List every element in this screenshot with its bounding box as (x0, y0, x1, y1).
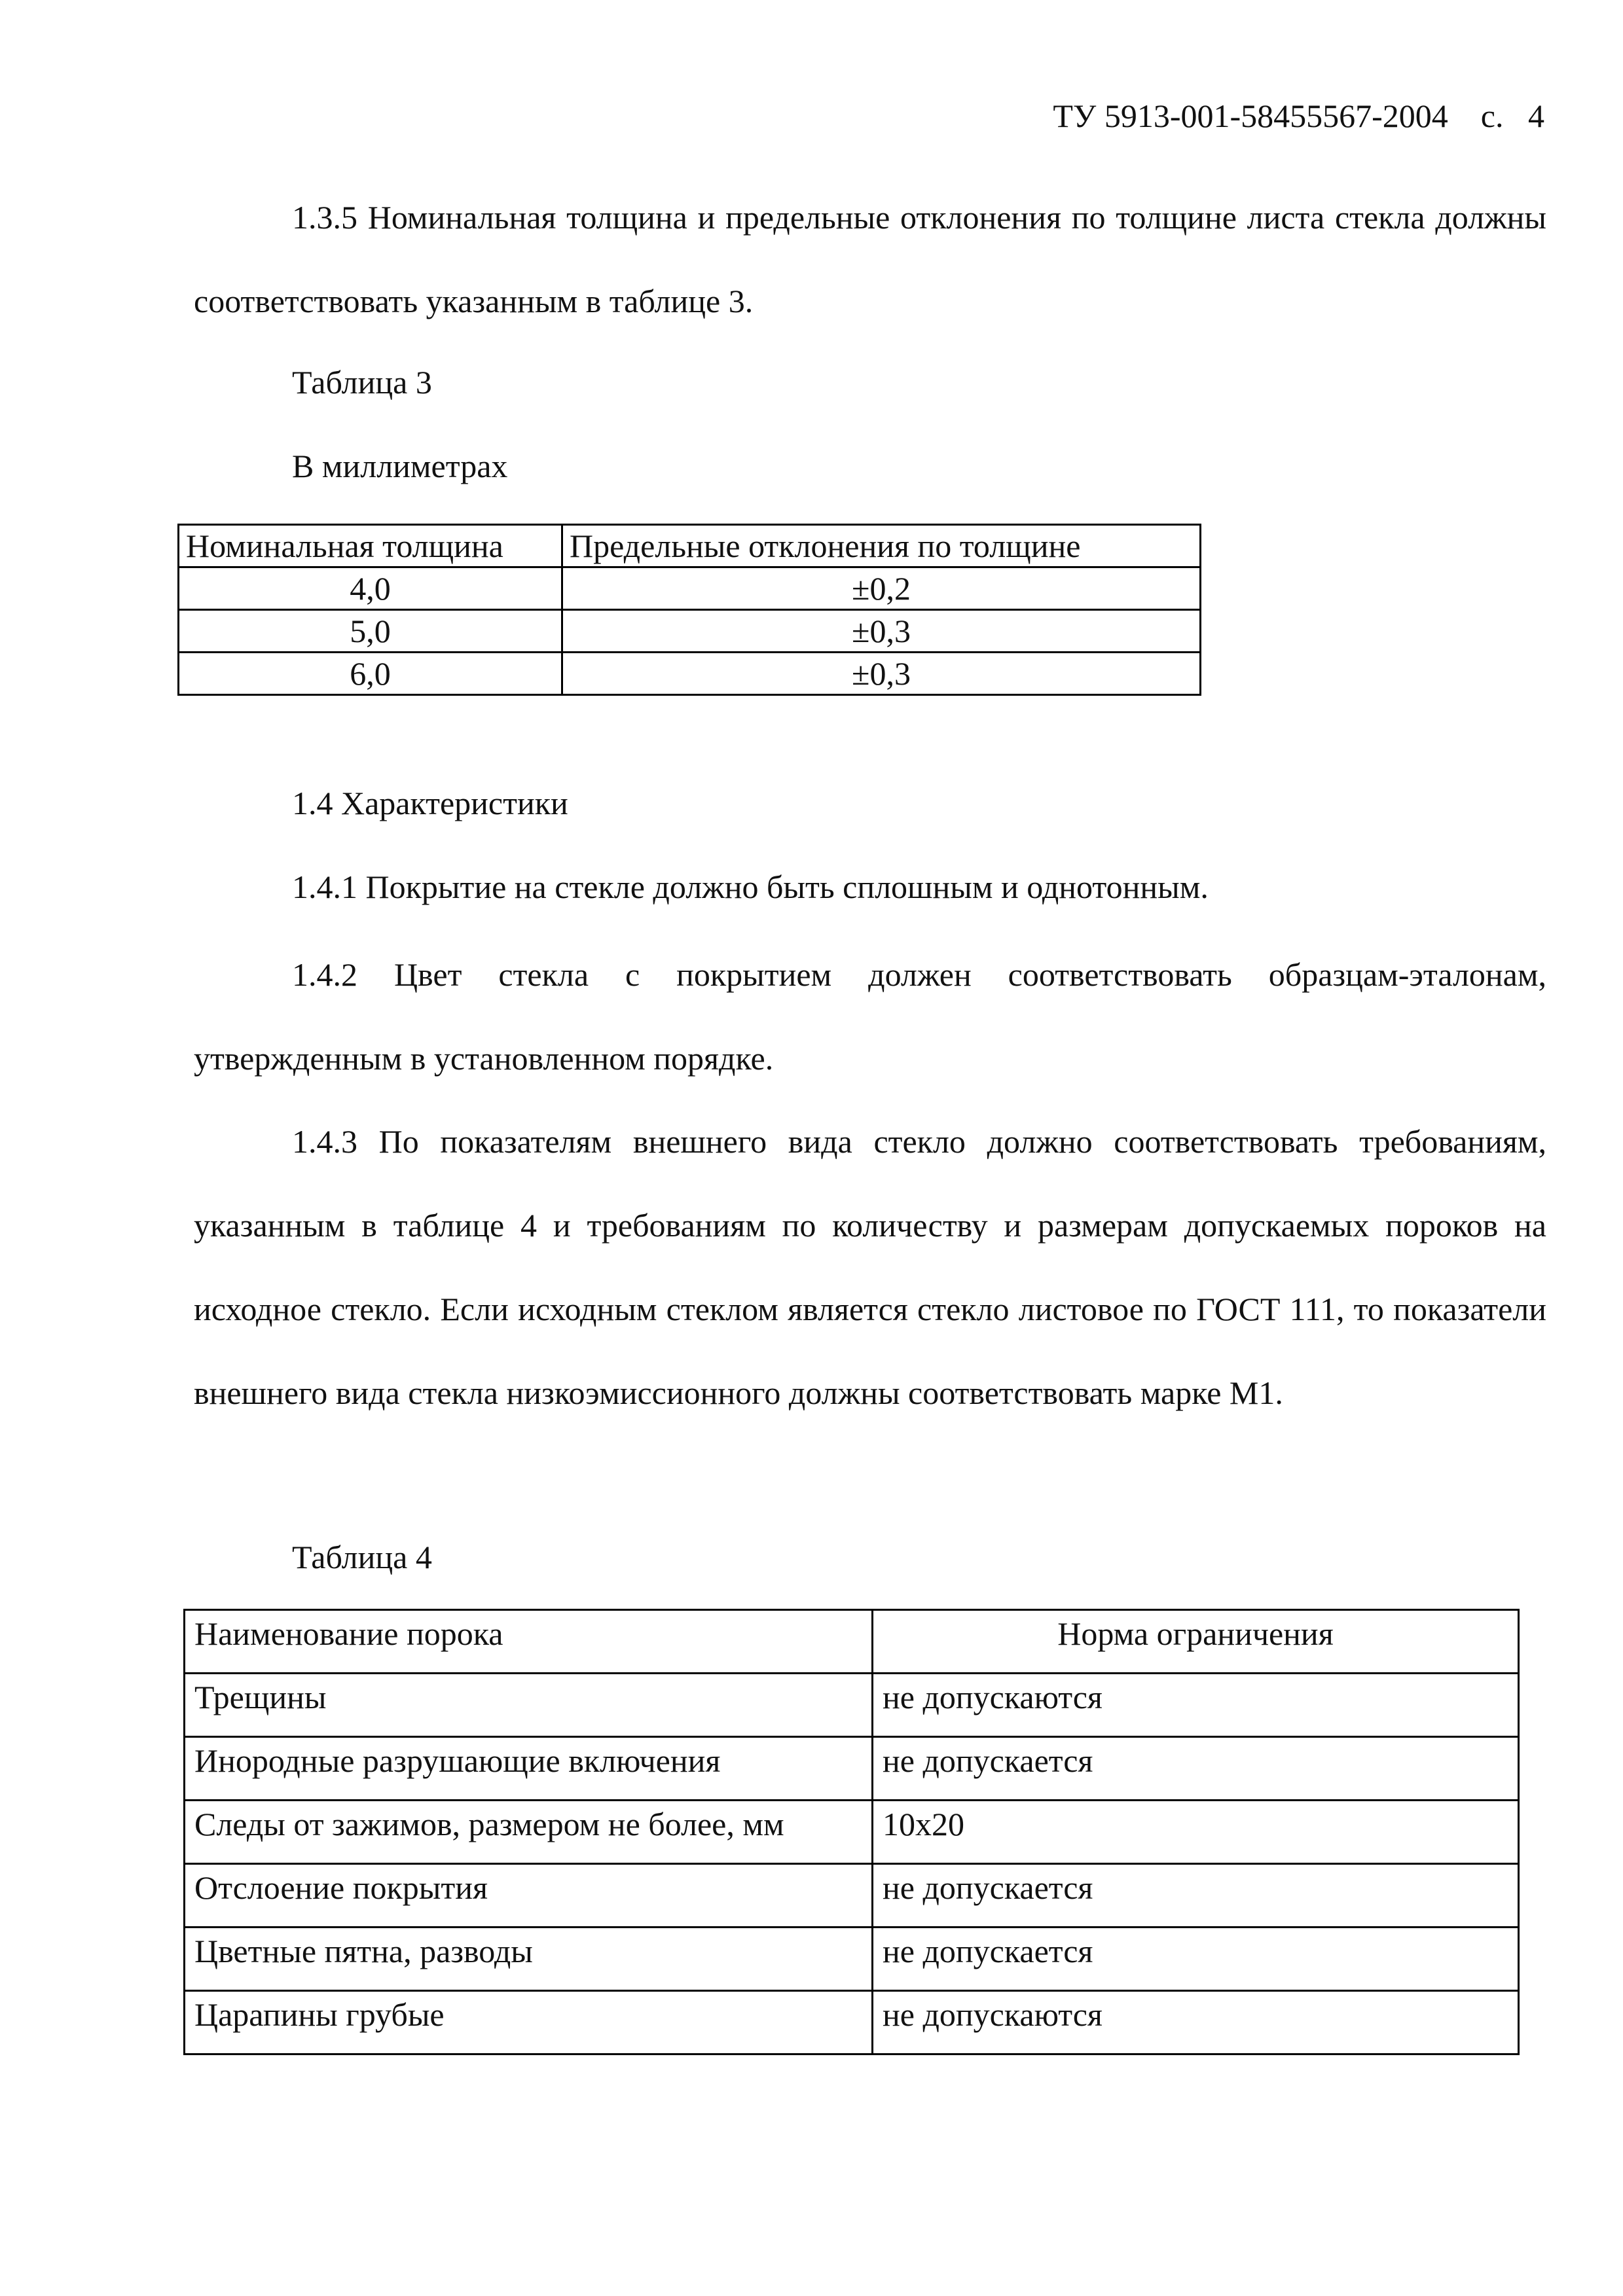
page-header (1053, 97, 1544, 135)
table-cell: Трещины (185, 1674, 873, 1737)
table-3-header-cell: Предельные отклонения по толщине (562, 525, 1201, 567)
page-number: с. 4 (1480, 98, 1544, 134)
table-cell: 5,0 (179, 610, 562, 653)
table-row (185, 1801, 1519, 1864)
table-4-caption: Таблица 4 (292, 1539, 432, 1575)
table-cell: Следы от зажимов, размером не более, мм (185, 1801, 873, 1864)
table-4-header-cell: Наименование порока (185, 1610, 873, 1674)
table-cell: Отслоение покрытия (185, 1864, 873, 1928)
table-3-caption: Таблица 3 (292, 364, 432, 401)
table-cell: ±0,3 (562, 610, 1201, 653)
table-row (179, 610, 1201, 653)
table-3-header-cell: Номинальная толщина (179, 525, 562, 567)
section-1-4-heading: 1.4 Характеристики (292, 785, 568, 821)
paragraph-1-4-3: 1.4.3 По показателям внешнего вида стекло должно соответствовать требованиям, указанным в таблице 4 и требованиям по количеству и размерам допускаемых пороков на исходное стекло. Если исходным стеклом является стекло листовое по ГОСТ 111, то показатели внешнего вида стекла низкоэмиссионного должны соответствовать марке М1. (194, 1123, 1546, 1411)
table-cell: ±0,2 (562, 567, 1201, 610)
table-cell: не допускается (873, 1864, 1519, 1928)
table-row (179, 653, 1201, 695)
table-3-header-row (179, 525, 1201, 567)
table-row (185, 1674, 1519, 1737)
table-cell: ±0,3 (562, 653, 1201, 695)
paragraph-1-4-2: 1.4.2 Цвет стекла с покрытием должен соответствовать образцам-эталонам, утвержденным в установленном порядке. (194, 956, 1546, 1077)
table-cell: не допускаются (873, 1674, 1519, 1737)
table-3-units: В миллиметрах (292, 448, 508, 484)
table-row (185, 1991, 1519, 2054)
table-4 (183, 1609, 1520, 2055)
table-4-header-cell: Норма ограничения (873, 1610, 1519, 1674)
paragraph-1-3-5: 1.3.5 Номинальная толщина и предельные отклонения по толщине листа стекла должны соответствовать указанным в таблице 3. (194, 199, 1546, 319)
table-row (185, 1864, 1519, 1928)
table-cell: Цветные пятна, разводы (185, 1928, 873, 1991)
table-cell: не допускаются (873, 1991, 1519, 2054)
paragraph-1-4-1: 1.4.1 Покрытие на стекле должно быть сплошным и однотонным. (292, 869, 1209, 905)
table-row (185, 1928, 1519, 1991)
table-4-header-row (185, 1610, 1519, 1674)
table-cell: не допускается (873, 1737, 1519, 1801)
document-number: ТУ 5913-001-58455567-2004 (1053, 98, 1448, 134)
table-cell: 10х20 (873, 1801, 1519, 1864)
table-cell: 4,0 (179, 567, 562, 610)
table-cell: Инородные разрушающие включения (185, 1737, 873, 1801)
table-cell: 6,0 (179, 653, 562, 695)
table-cell: не допускается (873, 1928, 1519, 1991)
table-cell: Царапины грубые (185, 1991, 873, 2054)
table-row (185, 1737, 1519, 1801)
table-3 (177, 524, 1201, 696)
table-row (179, 567, 1201, 610)
